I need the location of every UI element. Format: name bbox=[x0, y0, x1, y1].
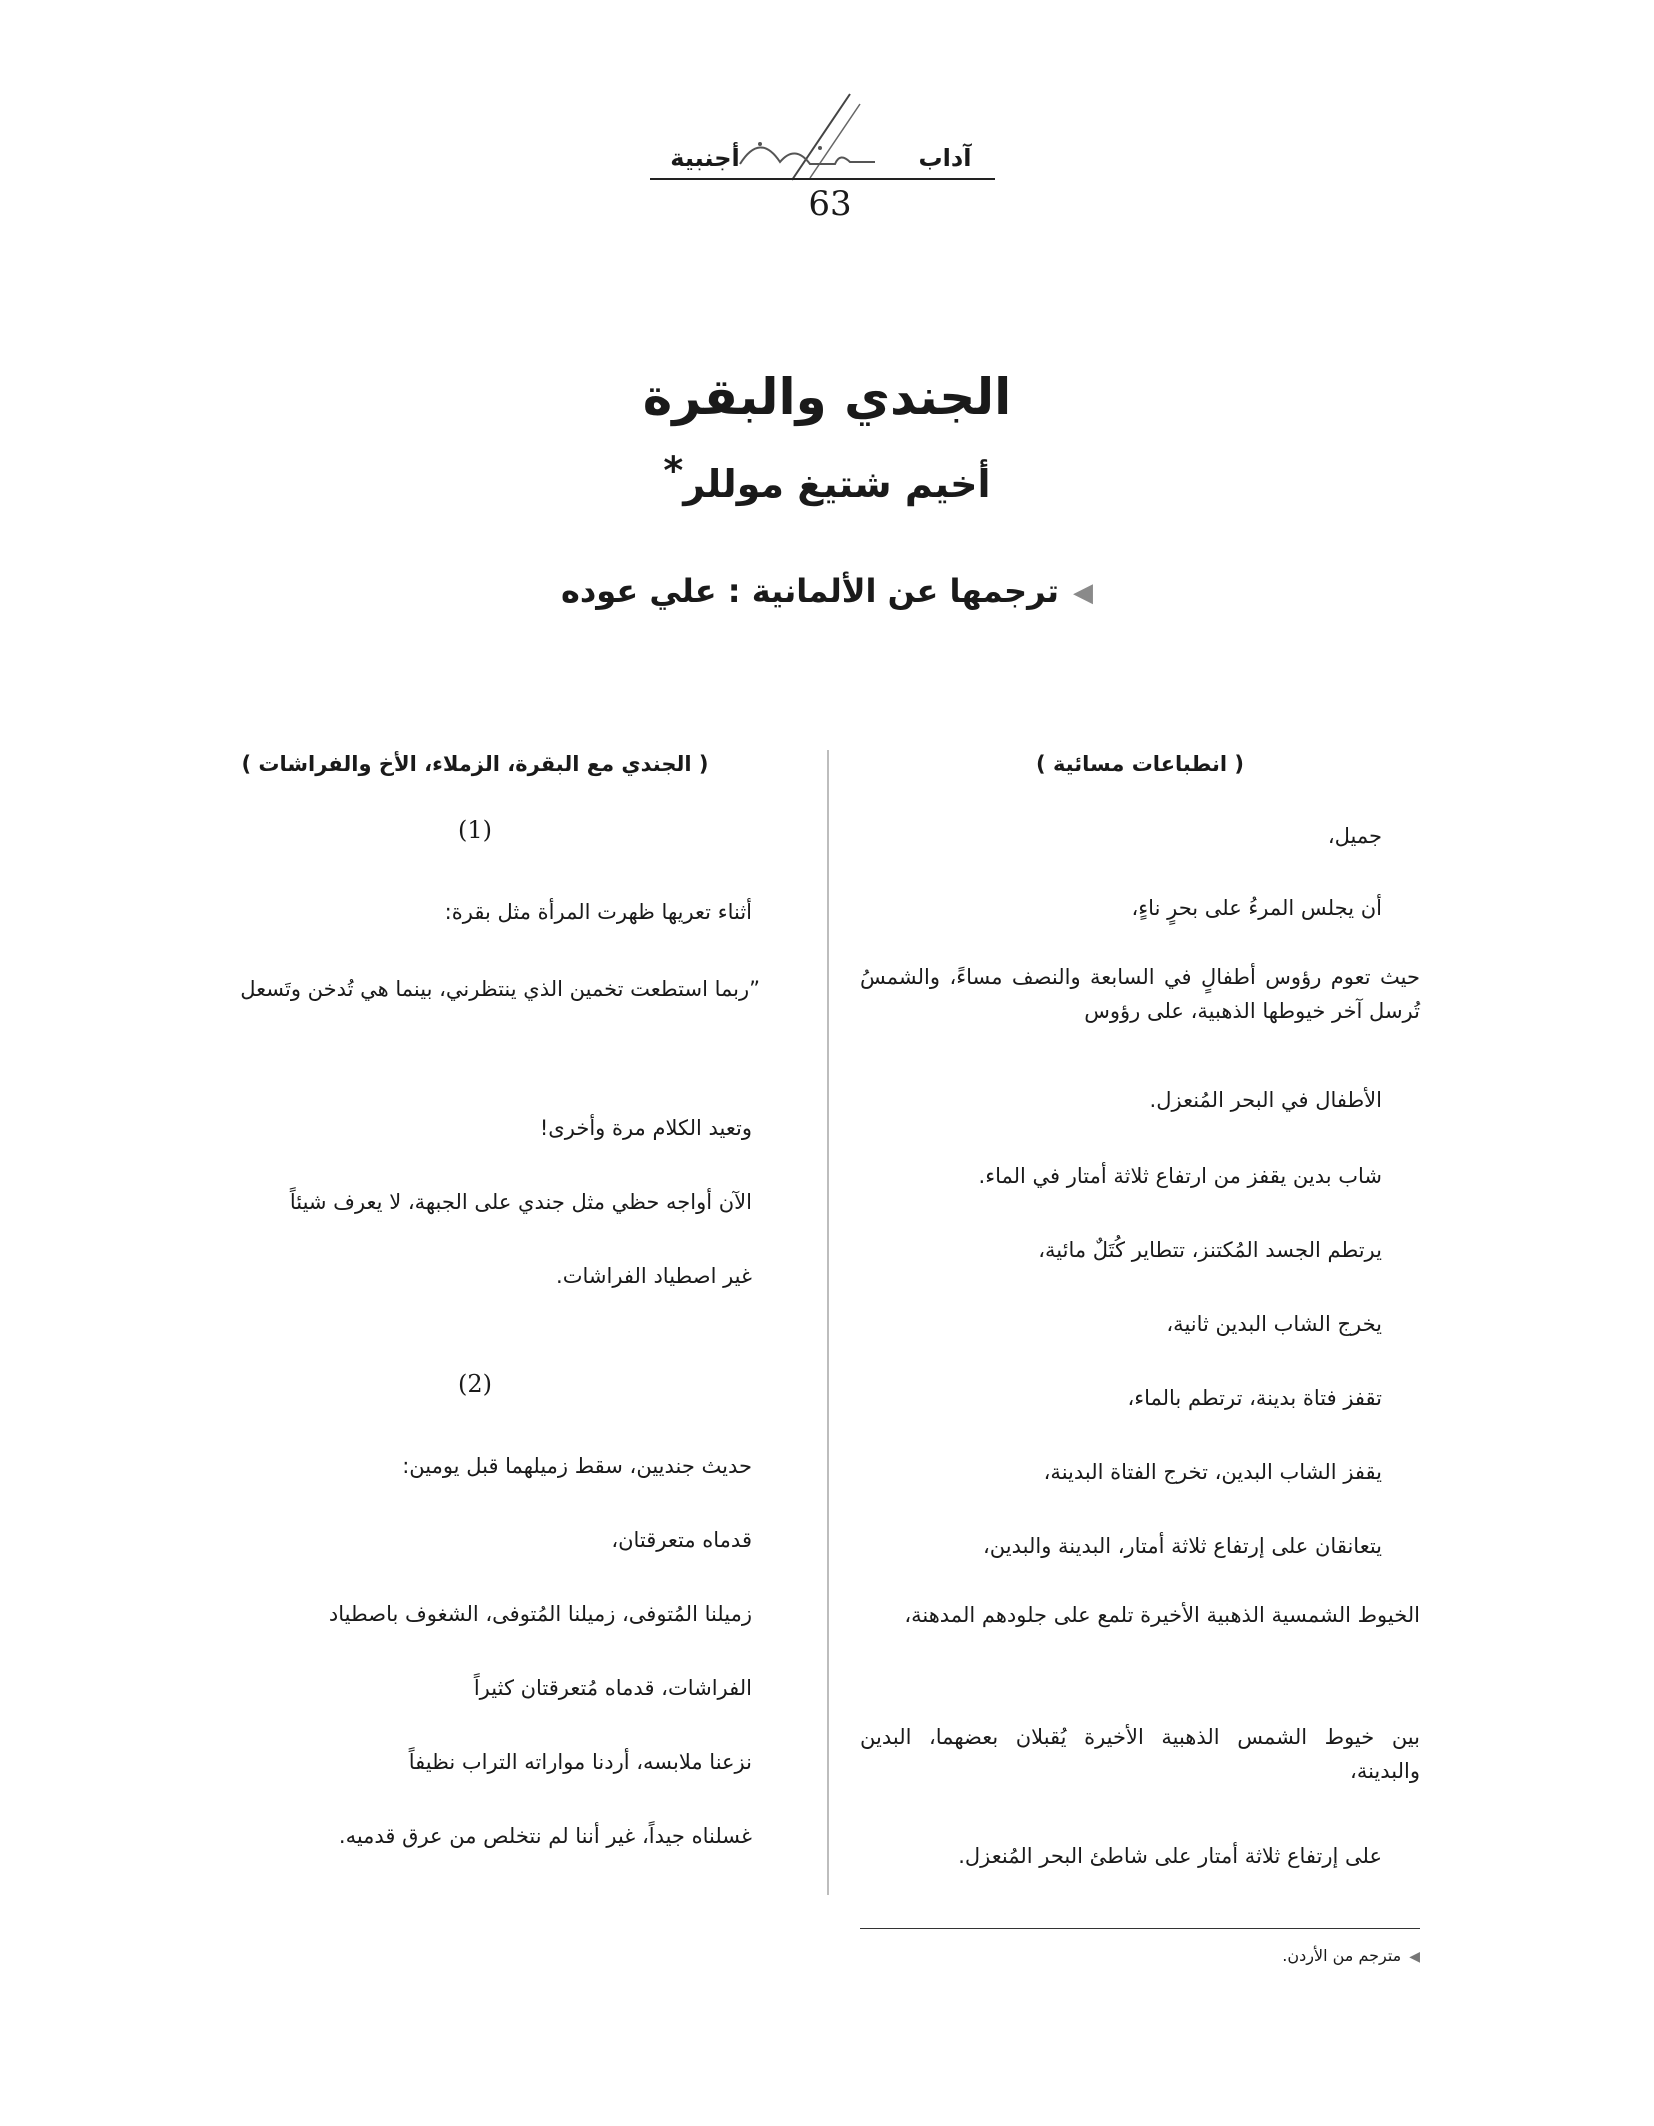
right-column-heading: ( انطباعات مسائية ) bbox=[1036, 752, 1244, 776]
poem-line: جميل، bbox=[1327, 824, 1382, 848]
footnote-text: مترجم من الأردن. bbox=[1282, 1946, 1402, 1965]
translator-text: ترجمها عن الألمانية : علي عوده bbox=[560, 572, 1060, 610]
column-divider bbox=[827, 750, 829, 1895]
poem-line: تقفز فتاة بدينة، ترتطم بالماء، bbox=[1127, 1386, 1382, 1410]
header-category-label: أجنبية bbox=[670, 144, 740, 172]
author-name: أخيم شتيغ موللر bbox=[683, 462, 991, 506]
poem-line: على إرتفاع ثلاثة أمتار على شاطئ البحر المُنعزل. bbox=[958, 1844, 1382, 1868]
poem-line: شاب بدين يقفز من ارتفاع ثلاثة أمتار في الماء. bbox=[978, 1164, 1382, 1188]
article-title: الجندي والبقرة bbox=[642, 368, 1012, 426]
poem-line: أن يجلس المرءُ على بحرٍ ناءٍ، bbox=[1131, 896, 1382, 920]
poem-line: الفراشات، قدماه مُتعرقتان كثيراً bbox=[473, 1676, 752, 1700]
translator-credit bbox=[0, 572, 1654, 610]
left-column-heading: ( الجندي مع البقرة، الزملاء، الأخ والفراشات ) bbox=[241, 752, 709, 776]
section-number: (1) bbox=[458, 816, 492, 844]
triangle-bullet-icon: ◀ bbox=[1073, 578, 1094, 608]
poem-line: وتعيد الكلام مرة وأخرى! bbox=[539, 1116, 752, 1140]
poem-line: يتعانقان على إرتفاع ثلاثة أمتار، البدينة والبدين، bbox=[983, 1534, 1382, 1558]
poem-line: الأطفال في البحر المُنعزل. bbox=[1149, 1088, 1382, 1112]
article-author bbox=[0, 448, 1654, 506]
poem-line: زميلنا المُتوفى، زميلنا المُتوفى، الشغوف باصطياد bbox=[328, 1602, 752, 1626]
poem-line: أثناء تعريها ظهرت المرأة مثل بقرة: bbox=[444, 900, 752, 924]
poem-line: نزعنا ملابسه، أردنا مواراته التراب نظيفاً bbox=[408, 1750, 752, 1774]
poem-line: يقفز الشاب البدين، تخرج الفتاة البدينة، bbox=[1043, 1460, 1382, 1484]
poem-line: ”ربما استطعت تخمين الذي ينتظرني، بينما هي تُدخن وتَسعل bbox=[240, 977, 760, 1001]
right-column bbox=[860, 752, 1420, 1868]
left-column bbox=[190, 752, 760, 1848]
poem-line: قدماه متعرقتان، bbox=[611, 1528, 752, 1552]
section-number: (2) bbox=[458, 1370, 492, 1398]
triangle-bullet-icon: ◀ bbox=[1409, 1948, 1420, 1965]
footnote-marker: * bbox=[663, 448, 684, 493]
page-header bbox=[0, 92, 1654, 232]
page-number: 63 bbox=[808, 184, 852, 224]
poem-line: بين خيوط الشمس الذهبية الأخيرة يُقبلان بعضهما، البدين والبدينة، bbox=[860, 1725, 1420, 1783]
poem-line: الآن أواجه حظي مثل جندي على الجبهة، لا يعرف شيئاً bbox=[289, 1190, 752, 1214]
poem-line: الخيوط الشمسية الذهبية الأخيرة تلمع على جلودهم المدهنة، bbox=[904, 1603, 1420, 1627]
poem-line: غسلناه جيداً، غير أننا لم نتخلص من عرق قدميه. bbox=[338, 1824, 752, 1848]
poem-line: حديث جنديين، سقط زميلهما قبل يومين: bbox=[402, 1454, 752, 1478]
poem-line: يخرج الشاب البدين ثانية، bbox=[1166, 1312, 1382, 1336]
poem-line: يرتطم الجسد المُكتنز، تتطاير كُتَلٌ مائية، bbox=[1038, 1238, 1382, 1262]
poem-line: حيث تعوم رؤوس أطفالٍ في السابعة والنصف مساءً، والشمسُ تُرسل آخر خيوطها الذهبية، على رؤوس bbox=[860, 965, 1420, 1023]
footnote bbox=[860, 1946, 1420, 1965]
footnote-rule bbox=[860, 1928, 1420, 1929]
poem-line: غير اصطياد الفراشات. bbox=[556, 1264, 752, 1288]
header-section-label: آداب bbox=[918, 144, 972, 172]
header-rule bbox=[650, 178, 995, 180]
